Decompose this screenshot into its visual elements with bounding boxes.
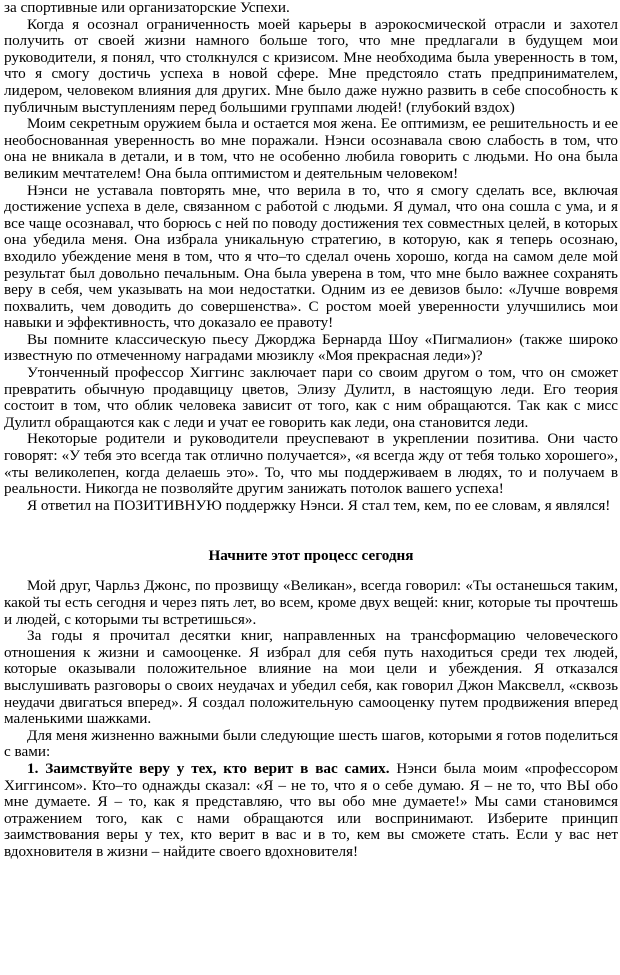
paragraph: Нэнси не уставала повторять мне, что верила в то, что я смогу сделать все, включая достижение успеха в деле, связанном с работой с людьми. Я думал, что она сошла с ума, и я все чаще осознавал, что борюсь с ней по поводу достижения тех совместных целей, в которых она убедила меня. Она избрала уникальную стратегию, в которую, как я теперь осознаю, входило убеждение меня в том, что я что–то сделал очень хорошо, когда на самом деле мой результат был довольно печальным. Она была уверена в том, что мне было важнее сохранять веру в себя, чем указывать на мои недостатки. Одним из ее девизов было: «Лучше вовремя похвалить, чем доводить до совершенства». С ростом моей уверенности улучшились мои навыки и эффективность, что доказало ее правоту! (4, 181, 618, 332)
paragraph: Моим секретным оружием была и остается моя жена. Ее оптимизм, ее решительность и ее необоснованная уверенность во мне поражали. Нэнси осознавала свою слабость в том, что она не вникала в детали, и в том, что не особенно любила говорить с людьми. Но она была великим мечтателем! Она была оптимистом и деятельным человеком! (4, 115, 618, 182)
step-body: Нэнси была моим «профессором Хиггинсом». Кто–то однажды сказал: «Я – не то, что я о себе думаю. Я – не то, что ВЫ обо мне думаете. Я – то, как я представляю, что вы обо мне думаете!» Мы сами становимся отражением того, как с нами обращаются или воспринимают. Изберите принцип заимствования веры у тех, кто верит в вас и в то, кем вы сможете стать. Если у вас нет вдохновителя в жизни – найдите своего вдохновителя! (4, 759, 618, 860)
section-heading: Начните этот процесс сегодня (208, 547, 414, 565)
paragraph: Утонченный профессор Хиггинс заключает пари со своим другом о том, что он сможет превратить обычную продавщицу цветов, Элизу Дулитл, в настоящую леди. Его теория состоит в том, что облик человека зависит от того, как с ним обращаются. Так как с мисс Дулитл обращаются как с леди и учат ее говорить как леди, она становится леди. (4, 364, 618, 431)
paragraph: Когда я осознал ограниченность моей карьеры в аэрокосмической отрасли и захотел получить от своей жизни намного больше того, что мне предлагали в будущем мои руководители, я понял, что столкнулся с кризисом. Мне необходима была уверенность в том, что я смогу достичь успеха в новой сфере. Мне предстояло стать предпринимателем, лидером, человеком влияния для других. Мне было даже нужно развить в себе способность к публичным выступлениям перед большими группами людей! (глубокий вздох) (4, 15, 618, 116)
paragraph: Вы помните классическую пьесу Джорджа Бернарда Шоу «Пигмалион» (также широко известную по отмеченному наградами мюзиклу «Моя прекрасная леди»)? (4, 330, 618, 365)
step-paragraph (4, 761, 618, 861)
section-gap (4, 514, 618, 547)
step-title: 1. Заимствуйте веру у тех, кто верит в вас самих. (27, 759, 390, 777)
paragraph: Некоторые родители и руководители преуспевают в укреплении позитива. Они часто говорят: «У тебя это всегда так отлично получается», «я всегда жду от тебя только хорошего», «ты великолепен, когда делаешь это». То, что мы поддерживаем в людях, то и получаем в реальности. Никогда не позволяйте другим занижать потолок вашего успеха! (4, 430, 618, 498)
paragraph: за спортивные или организаторские Успехи. (4, 0, 290, 16)
paragraph: Мой друг, Чарльз Джонс, по прозвищу «Великан», всегда говорил: «Ты останешься таким, какой ты есть сегодня и через пять лет, во всем, кроме двух вещей: книг, которые ты прочтешь и людей, с которыми ты встретишься». (4, 577, 618, 628)
paragraph: Для меня жизненно важными были следующие шесть шагов, которыми я готов поделиться с вами: (4, 726, 618, 761)
paragraph: За годы я прочитал десятки книг, направленных на трансформацию человеческого отношения к жизни и самооценке. Я избрал для себя путь находиться среди тех людей, которые оказывали положительное влияние на мои цели и убеждения. Я отказался выслушивать разговоры о своих неудачах и убедил себя, как говорил Джон Максвелл, «сквозь неудачи двигаться вперед». Я создал положительную самооценку путем продвижения вперед маленькими шажками. (4, 627, 618, 728)
paragraph: Я ответил на ПОЗИТИВНУЮ поддержку Нэнси. Я стал тем, кем, по ее словам, я являлся! (27, 496, 611, 514)
